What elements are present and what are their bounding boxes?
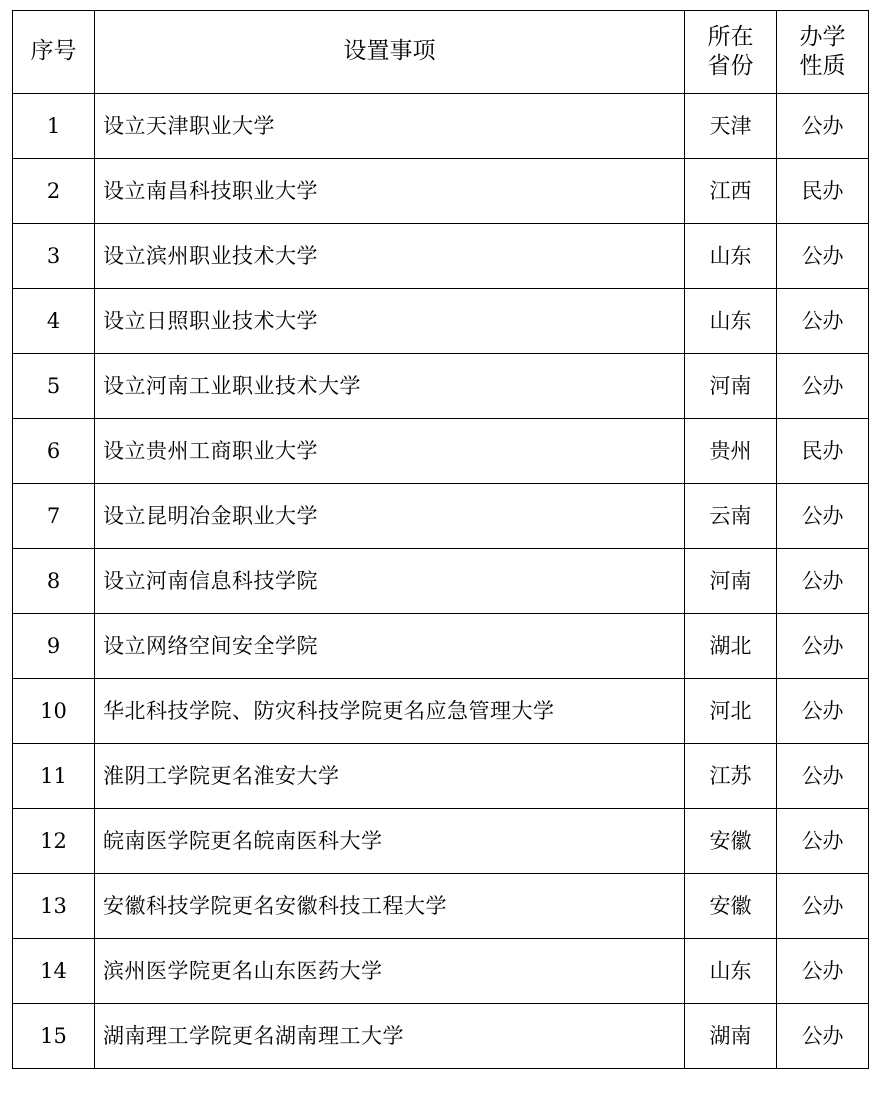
cell-province: 河南 xyxy=(685,354,777,419)
table-row xyxy=(13,224,869,289)
cell-number: 6 xyxy=(13,419,95,484)
cell-type: 公办 xyxy=(777,614,869,679)
table-row xyxy=(13,744,869,809)
cell-type: 公办 xyxy=(777,939,869,1004)
table-row xyxy=(13,419,869,484)
cell-type: 公办 xyxy=(777,354,869,419)
cell-item: 滨州医学院更名山东医药大学 xyxy=(95,939,685,1004)
table-header xyxy=(13,11,869,94)
cell-number: 14 xyxy=(13,939,95,1004)
column-header-item: 设置事项 xyxy=(95,11,685,94)
table-row xyxy=(13,159,869,224)
cell-number: 12 xyxy=(13,809,95,874)
cell-type: 公办 xyxy=(777,874,869,939)
cell-item: 皖南医学院更名皖南医科大学 xyxy=(95,809,685,874)
cell-item: 设立贵州工商职业大学 xyxy=(95,419,685,484)
cell-province: 山东 xyxy=(685,224,777,289)
cell-item: 设立昆明冶金职业大学 xyxy=(95,484,685,549)
table-row xyxy=(13,94,869,159)
cell-type: 公办 xyxy=(777,484,869,549)
column-header-type-line1: 办学 xyxy=(799,24,846,51)
column-header-province xyxy=(685,11,777,94)
column-header-type xyxy=(777,11,869,94)
cell-type: 公办 xyxy=(777,1004,869,1069)
cell-number: 15 xyxy=(13,1004,95,1069)
cell-item: 设立河南信息科技学院 xyxy=(95,549,685,614)
cell-item: 安徽科技学院更名安徽科技工程大学 xyxy=(95,874,685,939)
table-row xyxy=(13,939,869,1004)
table-row xyxy=(13,874,869,939)
cell-number: 4 xyxy=(13,289,95,354)
cell-item: 淮阴工学院更名淮安大学 xyxy=(95,744,685,809)
cell-type: 公办 xyxy=(777,289,869,354)
table-row xyxy=(13,1004,869,1069)
cell-type: 公办 xyxy=(777,679,869,744)
table-row xyxy=(13,484,869,549)
column-header-province-line2: 省份 xyxy=(707,53,754,79)
cell-province: 河南 xyxy=(685,549,777,614)
cell-item: 设立天津职业大学 xyxy=(95,94,685,159)
cell-number: 7 xyxy=(13,484,95,549)
cell-province: 江苏 xyxy=(685,744,777,809)
cell-province: 江西 xyxy=(685,159,777,224)
cell-type: 公办 xyxy=(777,224,869,289)
cell-province: 山东 xyxy=(685,289,777,354)
table-row xyxy=(13,549,869,614)
cell-number: 11 xyxy=(13,744,95,809)
cell-province: 贵州 xyxy=(685,419,777,484)
table-body xyxy=(13,94,869,1069)
cell-number: 9 xyxy=(13,614,95,679)
column-header-number: 序号 xyxy=(13,11,95,94)
cell-province: 湖北 xyxy=(685,614,777,679)
cell-item: 设立网络空间安全学院 xyxy=(95,614,685,679)
cell-province: 云南 xyxy=(685,484,777,549)
column-header-province-line1: 所在 xyxy=(707,24,754,51)
cell-province: 山东 xyxy=(685,939,777,1004)
cell-number: 10 xyxy=(13,679,95,744)
cell-province: 天津 xyxy=(685,94,777,159)
table-row xyxy=(13,679,869,744)
cell-type: 公办 xyxy=(777,549,869,614)
cell-type: 公办 xyxy=(777,94,869,159)
cell-item: 设立南昌科技职业大学 xyxy=(95,159,685,224)
cell-item: 设立日照职业技术大学 xyxy=(95,289,685,354)
cell-item: 设立滨州职业技术大学 xyxy=(95,224,685,289)
cell-item: 湖南理工学院更名湖南理工大学 xyxy=(95,1004,685,1069)
cell-number: 5 xyxy=(13,354,95,419)
cell-item: 设立河南工业职业技术大学 xyxy=(95,354,685,419)
table-row xyxy=(13,614,869,679)
cell-province: 湖南 xyxy=(685,1004,777,1069)
cell-type: 民办 xyxy=(777,159,869,224)
table-row xyxy=(13,354,869,419)
cell-number: 8 xyxy=(13,549,95,614)
cell-type: 民办 xyxy=(777,419,869,484)
cell-province: 河北 xyxy=(685,679,777,744)
cell-number: 2 xyxy=(13,159,95,224)
cell-type: 公办 xyxy=(777,744,869,809)
column-header-type-line2: 性质 xyxy=(799,53,846,79)
cell-type: 公办 xyxy=(777,809,869,874)
cell-number: 13 xyxy=(13,874,95,939)
cell-province: 安徽 xyxy=(685,809,777,874)
settings-table xyxy=(12,10,869,1069)
cell-number: 1 xyxy=(13,94,95,159)
table-header-row xyxy=(13,11,869,94)
cell-item: 华北科技学院、防灾科技学院更名应急管理大学 xyxy=(95,679,685,744)
cell-province: 安徽 xyxy=(685,874,777,939)
table-row xyxy=(13,809,869,874)
cell-number: 3 xyxy=(13,224,95,289)
table-row xyxy=(13,289,869,354)
